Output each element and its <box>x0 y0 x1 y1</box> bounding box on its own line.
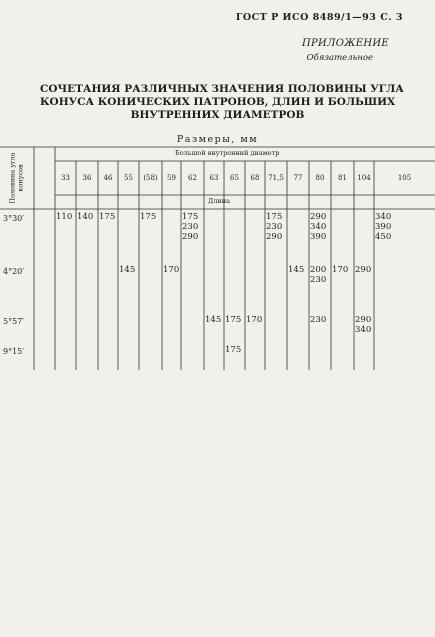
length-cell: 145 <box>205 315 222 325</box>
angle-label: 4°20′ <box>3 267 25 276</box>
title-line: СОЧЕТАНИЯ РАЗЛИЧНЫХ ЗНАЧЕНИЯ ПОЛОВИНЫ УГЛА <box>40 83 404 95</box>
diameter-header: 36 <box>82 174 92 182</box>
length-cell: 290 340 390 <box>310 212 327 242</box>
diameter-header: 80 <box>315 174 325 182</box>
length-cell: 230 <box>310 315 327 325</box>
appendix-label: ПРИЛОЖЕНИЕ <box>302 38 389 49</box>
length-caption: Длина <box>208 197 230 205</box>
row-header <box>1 147 33 209</box>
angle-label: 3°30′ <box>3 214 25 223</box>
units-caption: Размеры, мм <box>176 134 259 145</box>
length-cell: 290 340 <box>355 315 372 335</box>
appendix-note: Обязательное <box>306 53 373 63</box>
length-cell: 145 <box>288 265 305 275</box>
length-cell: 290 <box>355 265 372 275</box>
diameter-caption: Большой внутренний диаметр <box>175 149 280 157</box>
length-cell: 170 <box>163 265 180 275</box>
diameter-header: 65 <box>230 174 239 182</box>
diameter-header: 105 <box>397 174 412 182</box>
diameter-header: 77 <box>293 174 303 182</box>
title-line: КОНУСА КОНИЧЕСКИХ ПАТРОНОВ, ДЛИН И БОЛЬШИХ <box>40 96 396 108</box>
length-cell: 175 230 290 <box>182 212 199 242</box>
length-cell: 175 230 290 <box>266 212 283 242</box>
diameter-header: 62 <box>188 174 197 182</box>
diameter-header: 46 <box>103 174 113 182</box>
diameter-header: 104 <box>357 174 371 182</box>
length-cell: 145 <box>119 265 136 275</box>
diameter-header: 63 <box>209 174 219 182</box>
length-cell: 170 <box>246 315 263 325</box>
length-cell: 140 <box>77 212 94 222</box>
length-cell: 110 <box>56 212 73 222</box>
diameter-header: (58) <box>143 174 158 182</box>
document-code: ГОСТ Р ИСО 8489/1—93 С. 3 <box>235 12 403 23</box>
row-header-text: Половина угла конусов <box>8 152 24 204</box>
diameter-header: 33 <box>61 174 70 182</box>
angle-label: 9°15′ <box>3 347 25 356</box>
diameter-header: 59 <box>167 174 176 182</box>
diameter-header: 55 <box>124 174 133 182</box>
length-cell: 340 390 450 <box>375 212 392 242</box>
length-cell: 175 <box>140 212 157 222</box>
title-line: ВНУТРЕННИХ ДИАМЕТРОВ <box>130 109 305 121</box>
length-cell: 175 <box>225 315 242 325</box>
diameter-header: 81 <box>338 174 347 182</box>
length-cell: 200 230 <box>310 265 327 285</box>
angle-label: 5°57′ <box>3 317 25 326</box>
diameter-header: 71,5 <box>268 174 284 182</box>
length-cell: 175 <box>99 212 116 222</box>
length-cell: 170 <box>332 265 349 275</box>
length-cell: 175 <box>225 345 242 355</box>
diameter-header: 68 <box>250 174 260 182</box>
